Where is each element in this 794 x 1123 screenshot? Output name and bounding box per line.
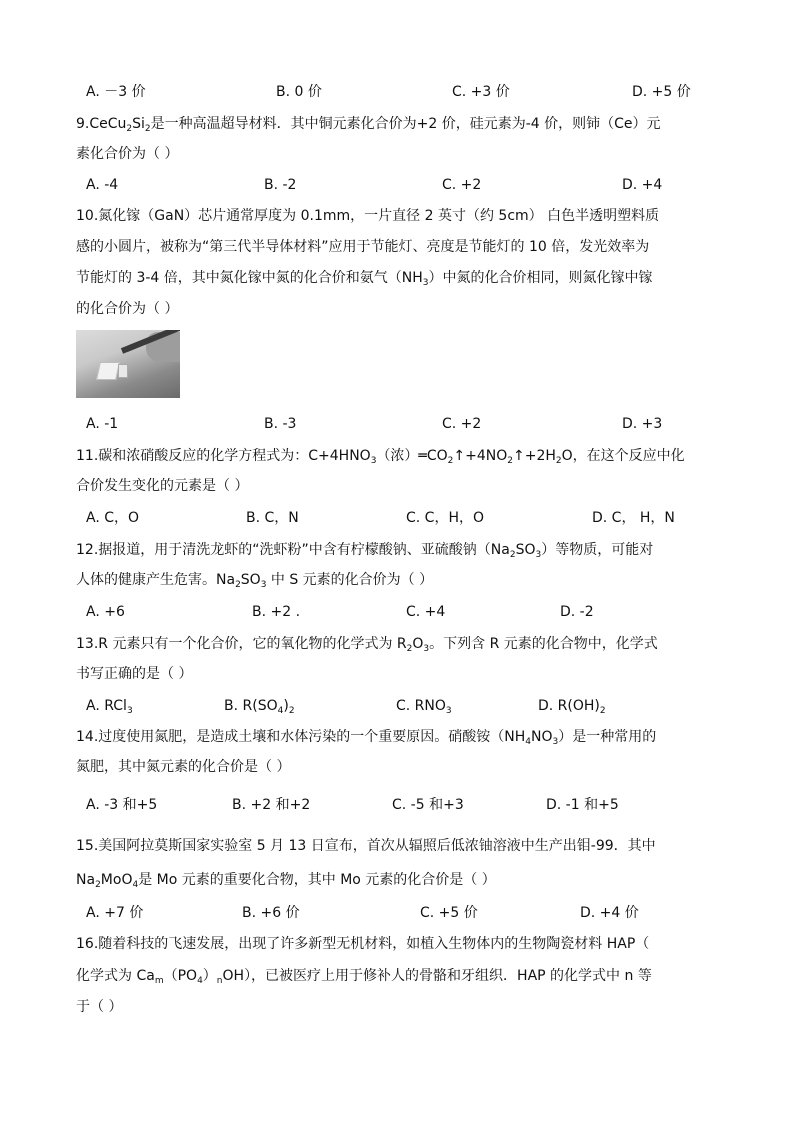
photo-chip-edge (118, 364, 128, 378)
q14-stem-line1: 14.过度使用氮肥，是造成土壤和水体污染的一个重要原因。硝酸铵$(NH_4NO_3)$是一种常用的 (76, 729, 657, 747)
q12-option-a: A. +6 (86, 604, 125, 620)
q16-stem-line3: 于（ ） (76, 999, 123, 1015)
q9-option-d: D. +4 (622, 177, 663, 193)
q10-options (86, 414, 714, 434)
q13-option-a: A. RCl$_3$ (86, 698, 133, 716)
q8-options (86, 82, 714, 102)
q11-stem-line1: 11.碳和浓硝酸反应的化学方程式为：$C+4HNO_3$（浓）$═CO_2↑+4NO_2↑+2H_2O$，在这个反应中化 (76, 448, 685, 466)
gan-chip-photo (76, 330, 180, 398)
q11-option-c: C. C，H，O (406, 510, 484, 526)
q14-option-b: B. +2 和+2 (232, 797, 311, 813)
q11-option-a: A. C，O (86, 510, 140, 526)
q16-stem-line1: 16.随着科技的飞速发展，出现了许多新型无机材料，如植入生物体内的生物陶瓷材料 HAP（ (76, 936, 650, 952)
q9-stem-line2: 素化合价为（ ） (76, 146, 179, 162)
q11-stem-line2: 合价发生变化的元素是（ ） (76, 478, 249, 494)
q9-option-a: A. -4 (86, 177, 119, 193)
q13-option-b: B. $R(SO_4)_2$ (224, 698, 295, 716)
q15-options (86, 903, 714, 923)
q14-stem-line2: 氮肥，其中氮元素的化合价是（ ） (76, 759, 291, 775)
q9-option-b: B. -2 (264, 177, 297, 193)
q10-option-c: C. +2 (442, 416, 482, 432)
q13-option-c: C. $RNO_3$ (396, 698, 452, 716)
q14-option-c: C. -5 和+3 (392, 797, 464, 813)
q10-option-a: A. -1 (86, 416, 119, 432)
q14-option-a: A. -3 和+5 (86, 797, 158, 813)
q14-option-d: D. -1 和+5 (546, 797, 619, 813)
q10-stem-line4: 的化合价为（ ） (76, 301, 179, 317)
q11-options (86, 508, 714, 528)
q12-stem-line2: 人体的健康产生危害。$Na_2SO_3$ 中 S 元素的化合价为（ ） (76, 572, 434, 590)
photo-chip (96, 362, 120, 380)
q15-option-a: A. +7 价 (86, 905, 144, 921)
q15-option-b: B. +6 价 (242, 905, 300, 921)
q8-option-d: D. +5 价 (632, 84, 691, 100)
q9-options (86, 175, 714, 195)
q13-stem-line2: 书写正确的是（ ） (76, 666, 193, 682)
q15-stem-line1: 15.美国阿拉莫斯国家实验室 5 月 13 日宣布，首次从辐照后低浓铀溶液中生产出钼-99．其中 (76, 838, 656, 854)
q13-stem-line1: 13.R 元素只有一个化合价，它的氧化物的化学式为 $R_2O_3$。下列含 R 元素的化合物中，化学式 (76, 636, 658, 654)
q13-options (86, 696, 714, 716)
q12-stem-line1: 12.据报道，用于清洗龙虾的“洗虾粉”中含有柠檬酸钠、亚硫酸钠$(Na_2SO_3)$等物质，可能对 (76, 542, 654, 560)
q9-option-c: C. +2 (442, 177, 482, 193)
q10-stem-line3: 节能灯的 3-4 倍，其中氮化镓中氮的化合价和氨气$(NH_3)$中氮的化合价相同，则氮化镓中镓 (76, 270, 653, 288)
q8-option-b: B. 0 价 (276, 84, 322, 100)
q12-option-b: B. +2 . (252, 604, 301, 620)
q14-options (86, 795, 714, 815)
q12-options (86, 602, 714, 622)
q11-option-b: B. C，N (246, 510, 299, 526)
q8-option-c: C. +3 价 (452, 84, 510, 100)
q15-option-c: C. +5 价 (420, 905, 478, 921)
q16-stem-line2: 化学式为 $Ca_m(PO_4)_nOH$），已被医疗上用于修补人的骨骼和牙组织．HAP 的化学式中 n 等 (76, 968, 652, 986)
q11-option-d: D. C， H，N (592, 510, 675, 526)
q15-stem-line2: $Na_2MoO_4$是 Mo 元素的重要化合物，其中 Mo 元素的化合价是（ ） (76, 872, 496, 890)
q13-option-d: D. $R(OH)_2$ (538, 698, 606, 716)
q12-option-d: D. -2 (560, 604, 594, 620)
q12-option-c: C. +4 (406, 604, 446, 620)
q15-option-d: D. +4 价 (580, 905, 639, 921)
q10-option-b: B. -3 (264, 416, 297, 432)
q10-option-d: D. +3 (622, 416, 663, 432)
q10-stem-line1: 10.氮化镓（GaN）芯片通常厚度为 0.1mm，一片直径 2 英寸（约 5cm） 白色半透明塑料质 (76, 208, 660, 224)
q8-option-a: A. －3 价 (86, 84, 146, 100)
q9-stem-line1: $9.CeCu_2Si_2$是一种高温超导材料．其中铜元素化合价为+2 价，硅元素为-4 价，则铈（Ce）元 (76, 116, 661, 134)
q10-stem-line2: 感的小圆片，被称为“第三代半导体材料”应用于节能灯、亮度是节能灯的 10 倍，发光效率为 (76, 239, 650, 255)
